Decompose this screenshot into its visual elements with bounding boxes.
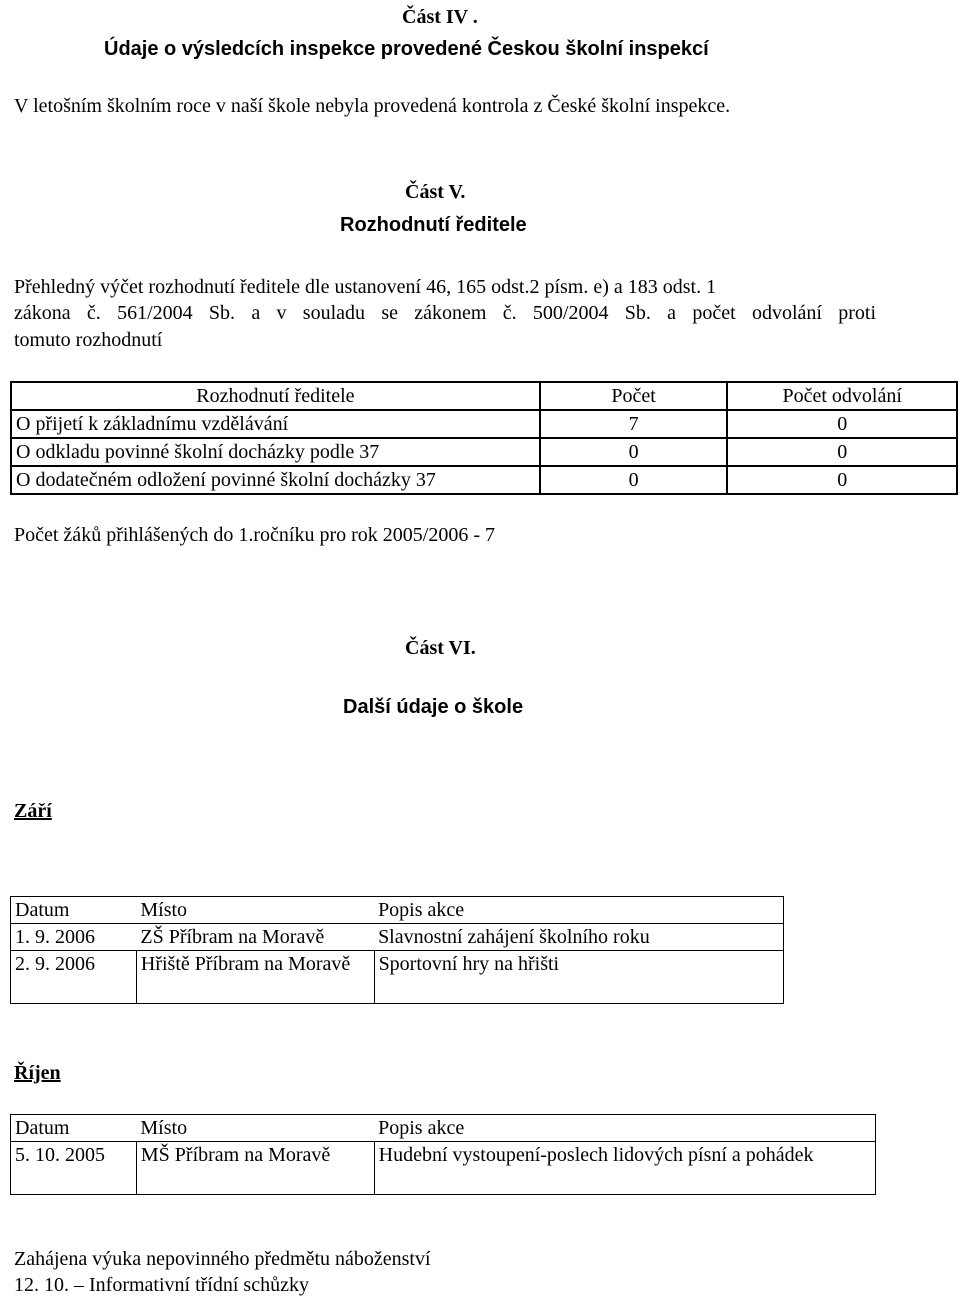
month-heading-september: Září [14,800,52,822]
header-description: Popis akce [374,1115,875,1142]
header-description: Popis akce [374,897,783,924]
month-heading-october: Říjen [14,1062,61,1084]
place-cell: MŠ Příbram na Moravě [136,1142,374,1195]
description-cell: Hudební vystoupení-poslech lidových písní a pohádek [374,1142,875,1195]
decisions-table [10,381,958,495]
place-cell: ZŠ Příbram na Moravě [136,924,374,951]
header-date: Datum [11,1115,137,1142]
count-cell: 0 [540,466,728,494]
table-header-row [11,897,784,924]
header-place: Místo [136,1115,374,1142]
table-header-row [11,1115,876,1142]
place-cell: Hřiště Příbram na Moravě [136,951,374,1004]
appeals-cell: 0 [727,466,957,494]
part4-subheading: Údaje o výsledcích inspekce provedené Českou školní inspekcí [104,38,709,60]
part6-heading: Část VI. [405,637,476,659]
count-cell: 7 [540,410,728,438]
header-count: Počet [540,382,728,410]
part6-subheading: Další údaje o škole [343,696,524,718]
table-row [11,1142,876,1195]
note-parent-meeting: 12. 10. – Informativní třídní schůzky [14,1274,309,1296]
october-events-table [10,1114,876,1195]
part5-subheading: Rozhodnutí ředitele [340,214,527,236]
count-cell: 0 [540,438,728,466]
table-row [11,438,957,466]
part4-text: V letošním školním roce v naší škole nebyla provedená kontrola z České školní inspekce. [14,95,731,117]
header-date: Datum [11,897,137,924]
part5-paragraph-line1: Přehledný výčet rozhodnutí ředitele dle ustanovení 46, 165 odst.2 písm. e) a 183 odst. 1 [14,276,717,298]
part5-paragraph-line3: tomuto rozhodnutí [14,329,163,351]
part4-heading: Část IV . [402,6,478,28]
september-events-table [10,896,784,1004]
enrolled-count: Počet žáků přihlášených do 1.ročníku pro rok 2005/2006 - 7 [14,524,496,546]
date-cell: 1. 9. 2006 [11,924,137,951]
decision-cell: O dodatečném odložení povinné školní docházky 37 [11,466,540,494]
appeals-cell: 0 [727,410,957,438]
decisions-table-header [11,382,957,410]
decision-cell: O přijetí k základnímu vzdělávání [11,410,540,438]
table-row [11,951,784,1004]
header-decision: Rozhodnutí ředitele [11,382,540,410]
description-cell: Slavnostní zahájení školního roku [374,924,783,951]
description-cell: Sportovní hry na hřišti [374,951,783,1004]
date-cell: 5. 10. 2005 [11,1142,137,1195]
header-place: Místo [136,897,374,924]
table-row [11,924,784,951]
table-row [11,410,957,438]
note-religion-course: Zahájena výuka nepovinného předmětu náboženství [14,1248,431,1270]
appeals-cell: 0 [727,438,957,466]
part5-heading: Část V. [405,181,466,203]
header-appeals: Počet odvolání [727,382,957,410]
decision-cell: O odkladu povinné školní docházky podle 37 [11,438,540,466]
part5-paragraph-line2: zákona č. 561/2004 Sb. a v souladu se zákonem č. 500/2004 Sb. a počet odvolání proti [14,302,876,324]
date-cell: 2. 9. 2006 [11,951,137,1004]
table-row [11,466,957,494]
